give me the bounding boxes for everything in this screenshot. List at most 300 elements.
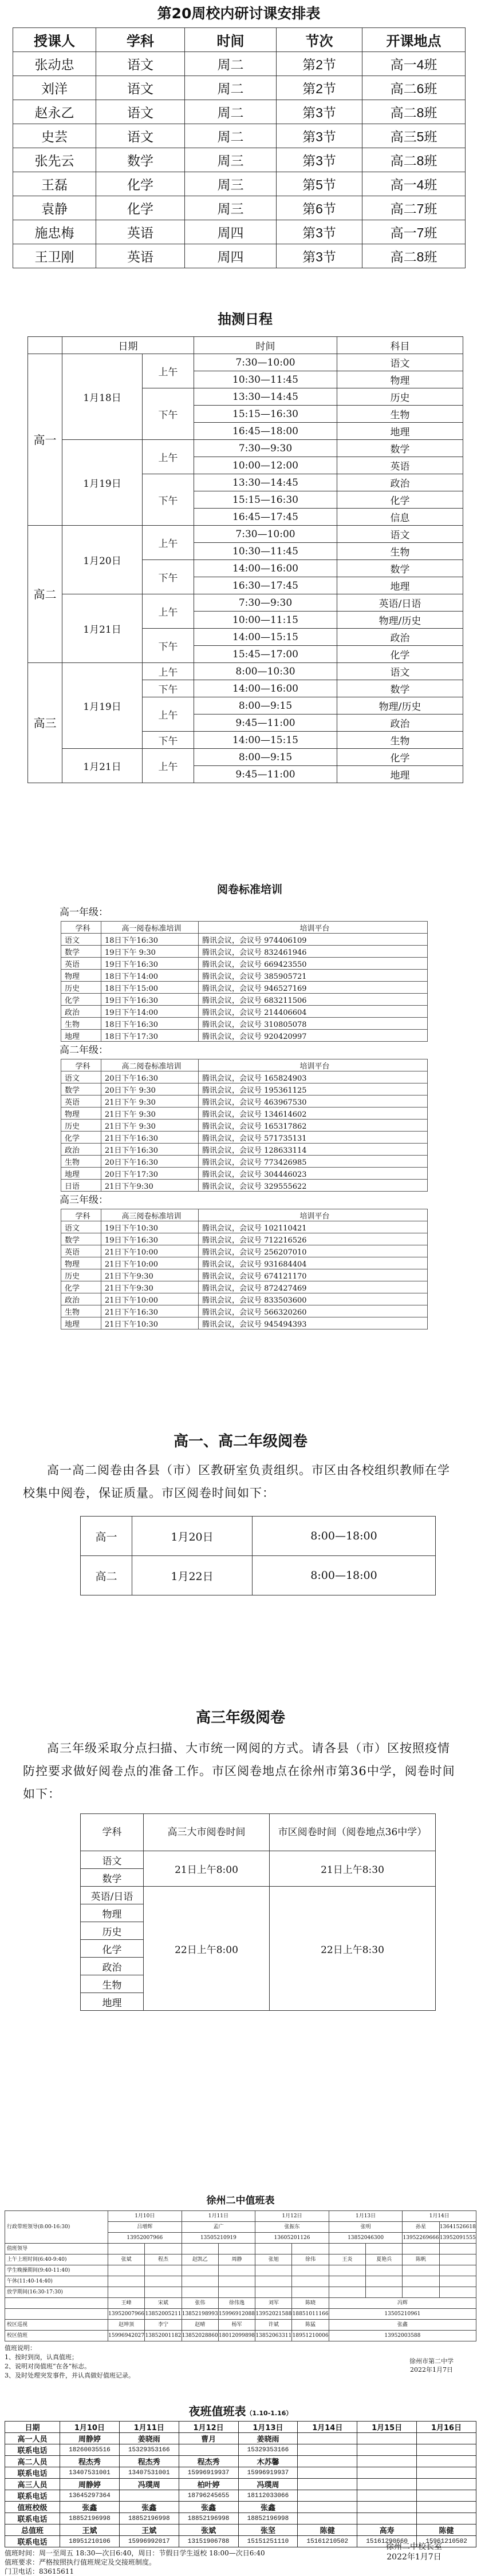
table-row [61,1317,428,1329]
duty-table [5,2210,476,2341]
table-cell [292,2244,329,2255]
header-cell: 学科 [61,1209,101,1221]
duty-note: 2、说明对岗值班“在各”标志。 [5,2363,91,2370]
table-row [61,970,428,982]
table-cell: 腾讯会议，会议号 931684404 [199,1257,428,1269]
time-cell: 10:30—11:45 [194,543,337,560]
subject-cell: 信息 [337,509,463,526]
subject-cell: 数学 [81,1869,144,1887]
table-row [13,100,466,124]
table-header-row [28,337,463,354]
table-cell: 腾讯会议，会议号 674121170 [199,1269,428,1281]
table-cell: 15151251110 [238,2536,298,2547]
table-cell [292,2276,329,2287]
table-cell: 张斌 [179,2525,238,2536]
table-row [5,2276,476,2287]
table-cell: 语文 [96,52,185,76]
table-row [61,1269,428,1281]
name-cell: 赵晴 [182,2320,218,2331]
table-cell: 腾讯会议，会议号 165317862 [199,1120,428,1132]
table-header-row [13,28,466,52]
time-cell: 22日上午8:30 [270,1887,436,2011]
table-cell [108,2265,145,2276]
table-cell [298,2513,357,2525]
name-cell: 陈晓 [292,2298,329,2309]
half-cell: 下午 [143,474,194,526]
grade2-training-title: 高二年级： [60,1045,108,1056]
table-cell: 周静婷 [60,2433,120,2444]
subject-cell: 生物 [337,406,463,423]
table-cell: 高一4班 [362,52,466,76]
grade3-training-title: 高三年级： [60,1194,108,1206]
week-schedule-title: 第20周校内研讨课安排表 [157,5,321,22]
header-cell: 学科 [61,922,101,934]
table-cell: 地理 [61,1030,101,1042]
table-cell [182,2276,218,2287]
table-cell: 腾讯会议，会议号 304446023 [199,1168,428,1180]
table-cell [439,2244,476,2255]
subject-cell: 数学 [337,680,463,697]
table-cell: 腾讯会议，会议号 463967530 [199,1096,428,1108]
table-row [61,1168,428,1180]
subject-cell: 英语 [337,457,463,474]
time-cell: 15:15—16:30 [194,406,337,423]
table-cell [255,2276,292,2287]
table-row [5,2309,476,2320]
table-cell [119,2490,179,2502]
name-cell: 徐伟逸 [218,2298,255,2309]
duty-notes [5,2344,476,2380]
table-cell: 15996919937 [238,2467,298,2479]
duty-note: 1、按时到岗，认真值班； [5,2353,78,2361]
table-cell: 生物 [61,1156,101,1168]
date-cell: 1月20日 [62,526,143,594]
table-cell [417,2490,476,2502]
table-cell: 张鑫 [238,2502,298,2513]
table-row [5,2502,476,2513]
table-cell: 高一 [81,1517,132,1556]
table-row [5,2467,476,2479]
time-cell: 7:30—10:00 [194,526,337,543]
name-cell: 刘军 [255,2298,292,2309]
grading12-paragraph: 高一高二阅卷由各县（市）区教研室负责组织。市区由各校组织教师在学校集中阅卷，保证质量。市区阅卷时间如下： [23,1463,450,1500]
table-cell: 姜晓雨 [119,2433,179,2444]
table-cell: 总值班 [5,2525,60,2536]
night-foot-req: 值班要求：严格按照执行值班规定及交接班制度。 [5,2558,156,2566]
table-row [61,1120,428,1132]
time-cell: 9:45—11:00 [194,766,337,783]
header-cell: 1月12日 [179,2422,238,2433]
table-cell: 腾讯会议，会议号 683211506 [199,994,428,1006]
table-cell: 周二 [185,52,277,76]
time-cell: 15:15—16:30 [194,491,337,509]
table-cell: 语文 [61,934,101,946]
table-cell: 18852196998 [179,2513,238,2525]
grade1-training-title: 高一年级： [60,907,108,918]
subject-cell: 地理 [337,423,463,440]
name-cell: 张斌 [108,2255,145,2265]
table-cell: 程杰秀 [60,2456,120,2467]
table-cell: 陈健 [417,2525,476,2536]
time-cell: 7:30—9:30 [194,440,337,457]
subject-cell: 化学 [337,491,463,509]
label-cell [5,2309,108,2320]
subject-cell: 生物 [337,543,463,560]
table-cell: 高三人员 [5,2479,60,2490]
header-cell: 日期 [5,2422,60,2433]
grade3-training-table [61,1209,428,1329]
phone-cell: 13952021588 [255,2309,292,2320]
table-cell: 程杰秀 [179,2456,238,2467]
table-cell: 腾讯会议，会议号 128633114 [199,1144,428,1156]
time-cell: 8:00—10:30 [194,663,337,680]
table-cell: 周四 [185,220,277,244]
table-cell [145,2287,182,2298]
table-cell: 高二7班 [362,196,466,220]
table-cell [403,2265,439,2276]
training-title: 阅卷标准培训 [216,883,282,896]
phone-cell: 13852028860 [182,2331,218,2341]
phone-cell: 15996912088 [218,2309,255,2320]
table-cell: 姜晓雨 [238,2433,298,2444]
table-cell: 13952007966 [108,2233,182,2244]
table-row [13,76,466,100]
table-cell: 13645297364 [60,2490,120,2502]
subject-cell: 语文 [337,526,463,543]
table-cell: 腾讯会议，会议号 102110421 [199,1221,428,1233]
table-cell: 18852196998 [238,2513,298,2525]
table-cell: 21日下午16:30 [101,1132,199,1144]
table-row [5,2456,476,2467]
table-cell: 1月13日 [329,2211,403,2222]
table-cell: 程杰秀 [119,2456,179,2467]
table-cell [439,2276,476,2287]
half-cell: 上午 [143,526,194,560]
time-cell: 16:45—17:45 [194,509,337,526]
table-cell: 柏叶婷 [179,2479,238,2490]
subject-cell: 政治 [81,1958,144,1975]
table-cell: 18796245655 [179,2490,238,2502]
time-cell: 13:30—14:45 [194,474,337,491]
subject-cell: 化学 [337,646,463,663]
table-cell: 19日下午16:30 [101,994,199,1006]
table-row [5,2298,476,2309]
table-cell: 王卫刚 [13,244,96,268]
table-cell [298,2502,357,2513]
table-cell: 18日下午14:00 [101,970,199,982]
table-cell [357,2490,417,2502]
night-foot-phone: 门卫电话：83615611 [5,2567,74,2575]
table-cell: 15996919937 [179,2467,238,2479]
table-cell: 21日下午9:30 [101,1269,199,1281]
grading3-table [80,1813,436,2011]
table-cell: 高二8班 [362,100,466,124]
name-cell: 杨军 [218,2320,255,2331]
table-cell: 地理 [61,1168,101,1180]
table-cell [417,2513,476,2525]
header-cell: 培训平台 [199,1059,428,1071]
table-cell [403,2244,439,2255]
table-row [5,2433,476,2444]
table-cell: 13852046300 [329,2233,403,2244]
table-row [61,1293,428,1305]
table-cell [439,2287,476,2298]
table-cell [182,2287,218,2298]
table-cell: 化学 [96,172,185,196]
table-row [5,2265,476,2276]
table-cell: 21日下午16:30 [101,1144,199,1156]
table-cell: 张明 [329,2222,403,2233]
table-cell: 21日下午10:30 [101,1317,199,1329]
table-cell: 21日下午9:30 [101,1281,199,1293]
table-cell: 数学 [61,946,101,958]
table-cell: 政治 [61,1006,101,1018]
table-cell: 20日下午16:30 [101,1156,199,1168]
header-cell: 学科 [96,28,185,52]
table-cell [329,2244,365,2255]
table-row [61,1180,428,1192]
grading3-paragraph: 高三年级采取分点扫描、大市统一网阅的方式。请各县（市）区按照疫情防控要求做好阅卷点的准备工作。市区阅卷地点在徐州市第36中学，阅卷时间如下： [23,1741,455,1801]
header-cell: 培训平台 [199,1209,428,1221]
table-cell [366,2276,403,2287]
table-cell [357,2433,417,2444]
time-cell: 14:00—15:15 [194,629,337,646]
subject-cell: 数学 [337,560,463,577]
grade1-training-table [61,921,428,1042]
subject-cell: 生物 [81,1975,144,1993]
table-cell: 物理 [61,1257,101,1269]
table-cell: 袁静 [13,196,96,220]
table-cell: 生物 [61,1305,101,1317]
table-row [61,1071,428,1083]
table-cell [179,2444,238,2456]
table-cell: 语文 [61,1071,101,1083]
header-cell: 高一阅卷标准培训 [101,922,199,934]
name-cell: 许斌 [255,2320,292,2331]
duty-note: 3、及时处理突发事件，并认真做好值班记录。 [5,2372,135,2379]
table-cell [357,2467,417,2479]
table-row [13,172,466,196]
table-cell: 13952091555 [439,2233,476,2244]
phone-cell: 15996942027 [108,2331,145,2341]
table-row [13,124,466,148]
half-cell: 下午 [143,680,194,697]
table-row [61,934,428,946]
name-cell: 程杰 [145,2255,182,2265]
grading3-title: 高三年级阅卷 [195,1709,285,1726]
table-cell [298,2467,357,2479]
table-cell: 英语 [96,220,185,244]
table-cell: 联系电话 [5,2513,60,2525]
table-cell: 冯璞周 [238,2479,298,2490]
subject-cell: 政治 [337,474,463,491]
table-cell: 张振东 [255,2222,329,2233]
table-cell: 18日下午15:00 [101,982,199,994]
table-row [61,1132,428,1144]
time-cell: 7:30—9:30 [194,594,337,612]
table-cell [145,2276,182,2287]
table-row [28,663,463,680]
table-cell: 19日下午16:30 [101,958,199,970]
table-cell [218,2265,255,2276]
phone-cell: 13852063311 [255,2331,292,2341]
subject-cell: 英语/日语 [81,1887,144,1904]
name-cell: 王炎 [329,2255,365,2265]
header-cell: 培训平台 [199,922,428,934]
table-cell: 施忠梅 [13,220,96,244]
table-cell: 张鑫 [119,2502,179,2513]
header-cell: 1月14日 [298,2422,357,2433]
table-cell: 腾讯会议，会议号 974406109 [199,934,428,946]
table-cell [298,2456,357,2467]
subject-cell: 地理 [81,1993,144,2011]
time-cell: 14:00—16:00 [194,560,337,577]
table-cell: 腾讯会议，会议号 945494393 [199,1317,428,1329]
table-cell: 21日下午 9:30 [101,1108,199,1120]
label-cell: 上午上班时间(6:40-9:40) [5,2255,108,2265]
table-cell: 政治 [61,1293,101,1305]
subject-cell: 地理 [337,577,463,594]
table-cell: 历史 [61,982,101,994]
table-row [28,354,463,371]
table-cell: 孙星 [403,2222,439,2233]
table-row [61,958,428,970]
table-cell [417,2456,476,2467]
grade-cell: 高二 [28,526,62,663]
table-cell: 21日下午 9:30 [101,1120,199,1132]
table-cell: 第5节 [277,172,362,196]
date-cell: 1月19日 [62,663,143,749]
table-cell [417,2502,476,2513]
training-section [55,875,444,1329]
header-cell: 时间 [185,28,277,52]
table-cell: 第3节 [277,124,362,148]
table-cell: 21日下午 9:30 [101,1096,199,1108]
table-row [61,1305,428,1317]
table-row [61,1108,428,1120]
table-cell: 腾讯会议，会议号 571735131 [199,1132,428,1144]
night-org: 徐州二中校长室 [386,2542,442,2551]
table-row [61,982,428,994]
time-cell: 16:45—18:00 [194,423,337,440]
table-cell: 英语 [61,1245,101,1257]
table-cell [366,2287,403,2298]
table-cell: 20日下午 9:30 [101,1083,199,1096]
table-cell: 15329353166 [238,2444,298,2456]
table-row [61,1221,428,1233]
time-cell: 14:00—15:15 [194,732,337,749]
table-cell: 赵永乙 [13,100,96,124]
table-cell: 18日下午16:30 [101,934,199,946]
table-cell [108,2276,145,2287]
table-cell: 8:00—18:00 [253,1556,436,1595]
exam-schedule-title: 抽测日程 [218,311,273,327]
table-cell: 腾讯会议，会议号 566320260 [199,1305,428,1317]
table-cell: 生物 [61,1018,101,1030]
duty-signature [409,2357,454,2374]
label-cell: 学生晚操期间(9:40-11:40) [5,2265,108,2276]
table-cell: 张动忠 [13,52,96,76]
header-cell: 1月15日 [357,2422,417,2433]
table-cell [329,2265,365,2276]
exam-schedule-section [27,302,463,783]
name-cell: 张旭 [255,2255,292,2265]
phone-cell: 13952003588 [329,2331,476,2341]
date-cell: 1月18日 [62,354,143,440]
half-cell: 下午 [143,629,194,663]
table-cell: 语文 [61,1221,101,1233]
table-row [61,994,428,1006]
table-cell [292,2287,329,2298]
table-cell: 周二 [185,76,277,100]
table-cell: 1月12日 [255,2211,329,2222]
table-cell: 冯璞周 [119,2479,179,2490]
table-cell: 腾讯会议，会议号 165824903 [199,1071,428,1083]
table-cell: 王斌 [60,2525,120,2536]
table-row [28,526,463,543]
label-cell: 校区值班 [5,2331,108,2341]
night-duty-title [5,2402,476,2421]
table-row [61,1096,428,1108]
name-cell: 陈帆 [403,2255,439,2265]
time-cell: 10:00—11:15 [194,612,337,629]
table-cell [255,2265,292,2276]
table-row [5,2490,476,2502]
time-cell: 15:45—17:00 [194,646,337,663]
table-row [28,440,463,457]
table-row [61,1030,428,1042]
subject-cell: 化学 [81,1940,144,1958]
subject-cell: 物理/历史 [337,697,463,715]
table-cell: 化学 [61,994,101,1006]
table-cell [357,2456,417,2467]
table-cell: 20日下午17:30 [101,1168,199,1180]
table-row [5,2444,476,2456]
table-cell [218,2276,255,2287]
time-cell: 8:00—9:15 [194,697,337,715]
table-cell: 第3节 [277,220,362,244]
label-cell: 校区巡视 [5,2320,108,2331]
phone-cell: 13952007966 [108,2309,145,2320]
table-cell [182,2244,218,2255]
table-row [61,1281,428,1293]
table-cell [145,2244,182,2255]
subject-cell: 政治 [337,629,463,646]
table-cell: 王磊 [13,172,96,196]
table-cell [329,2287,365,2298]
night-signature [386,2542,442,2562]
night-subtitle: （1.10-1.16） [246,2410,293,2417]
table-cell: 王斌 [119,2525,179,2536]
table-cell: 张坚 [238,2525,298,2536]
subject-cell: 生物 [337,732,463,749]
table-cell: 联系电话 [5,2490,60,2502]
table-cell: 陈健 [298,2525,357,2536]
table-cell: 周三 [185,172,277,196]
table-row [13,148,466,172]
label-cell: 值班领导 [5,2244,108,2255]
table-cell: 15161290660 [357,2536,417,2547]
name-cell: 陈猛 [292,2320,329,2331]
table-cell: 腾讯会议，会议号 833503600 [199,1293,428,1305]
phone-cell: 13852001182 [145,2331,182,2341]
table-cell [255,2244,292,2255]
table-cell: 腾讯会议，会议号 256207010 [199,1245,428,1257]
table-cell: 18日下午16:30 [101,1018,199,1030]
table-cell: 高三5班 [362,124,466,148]
table-cell: 15961210502 [417,2536,476,2547]
table-cell: 18日下午17:30 [101,1030,199,1042]
